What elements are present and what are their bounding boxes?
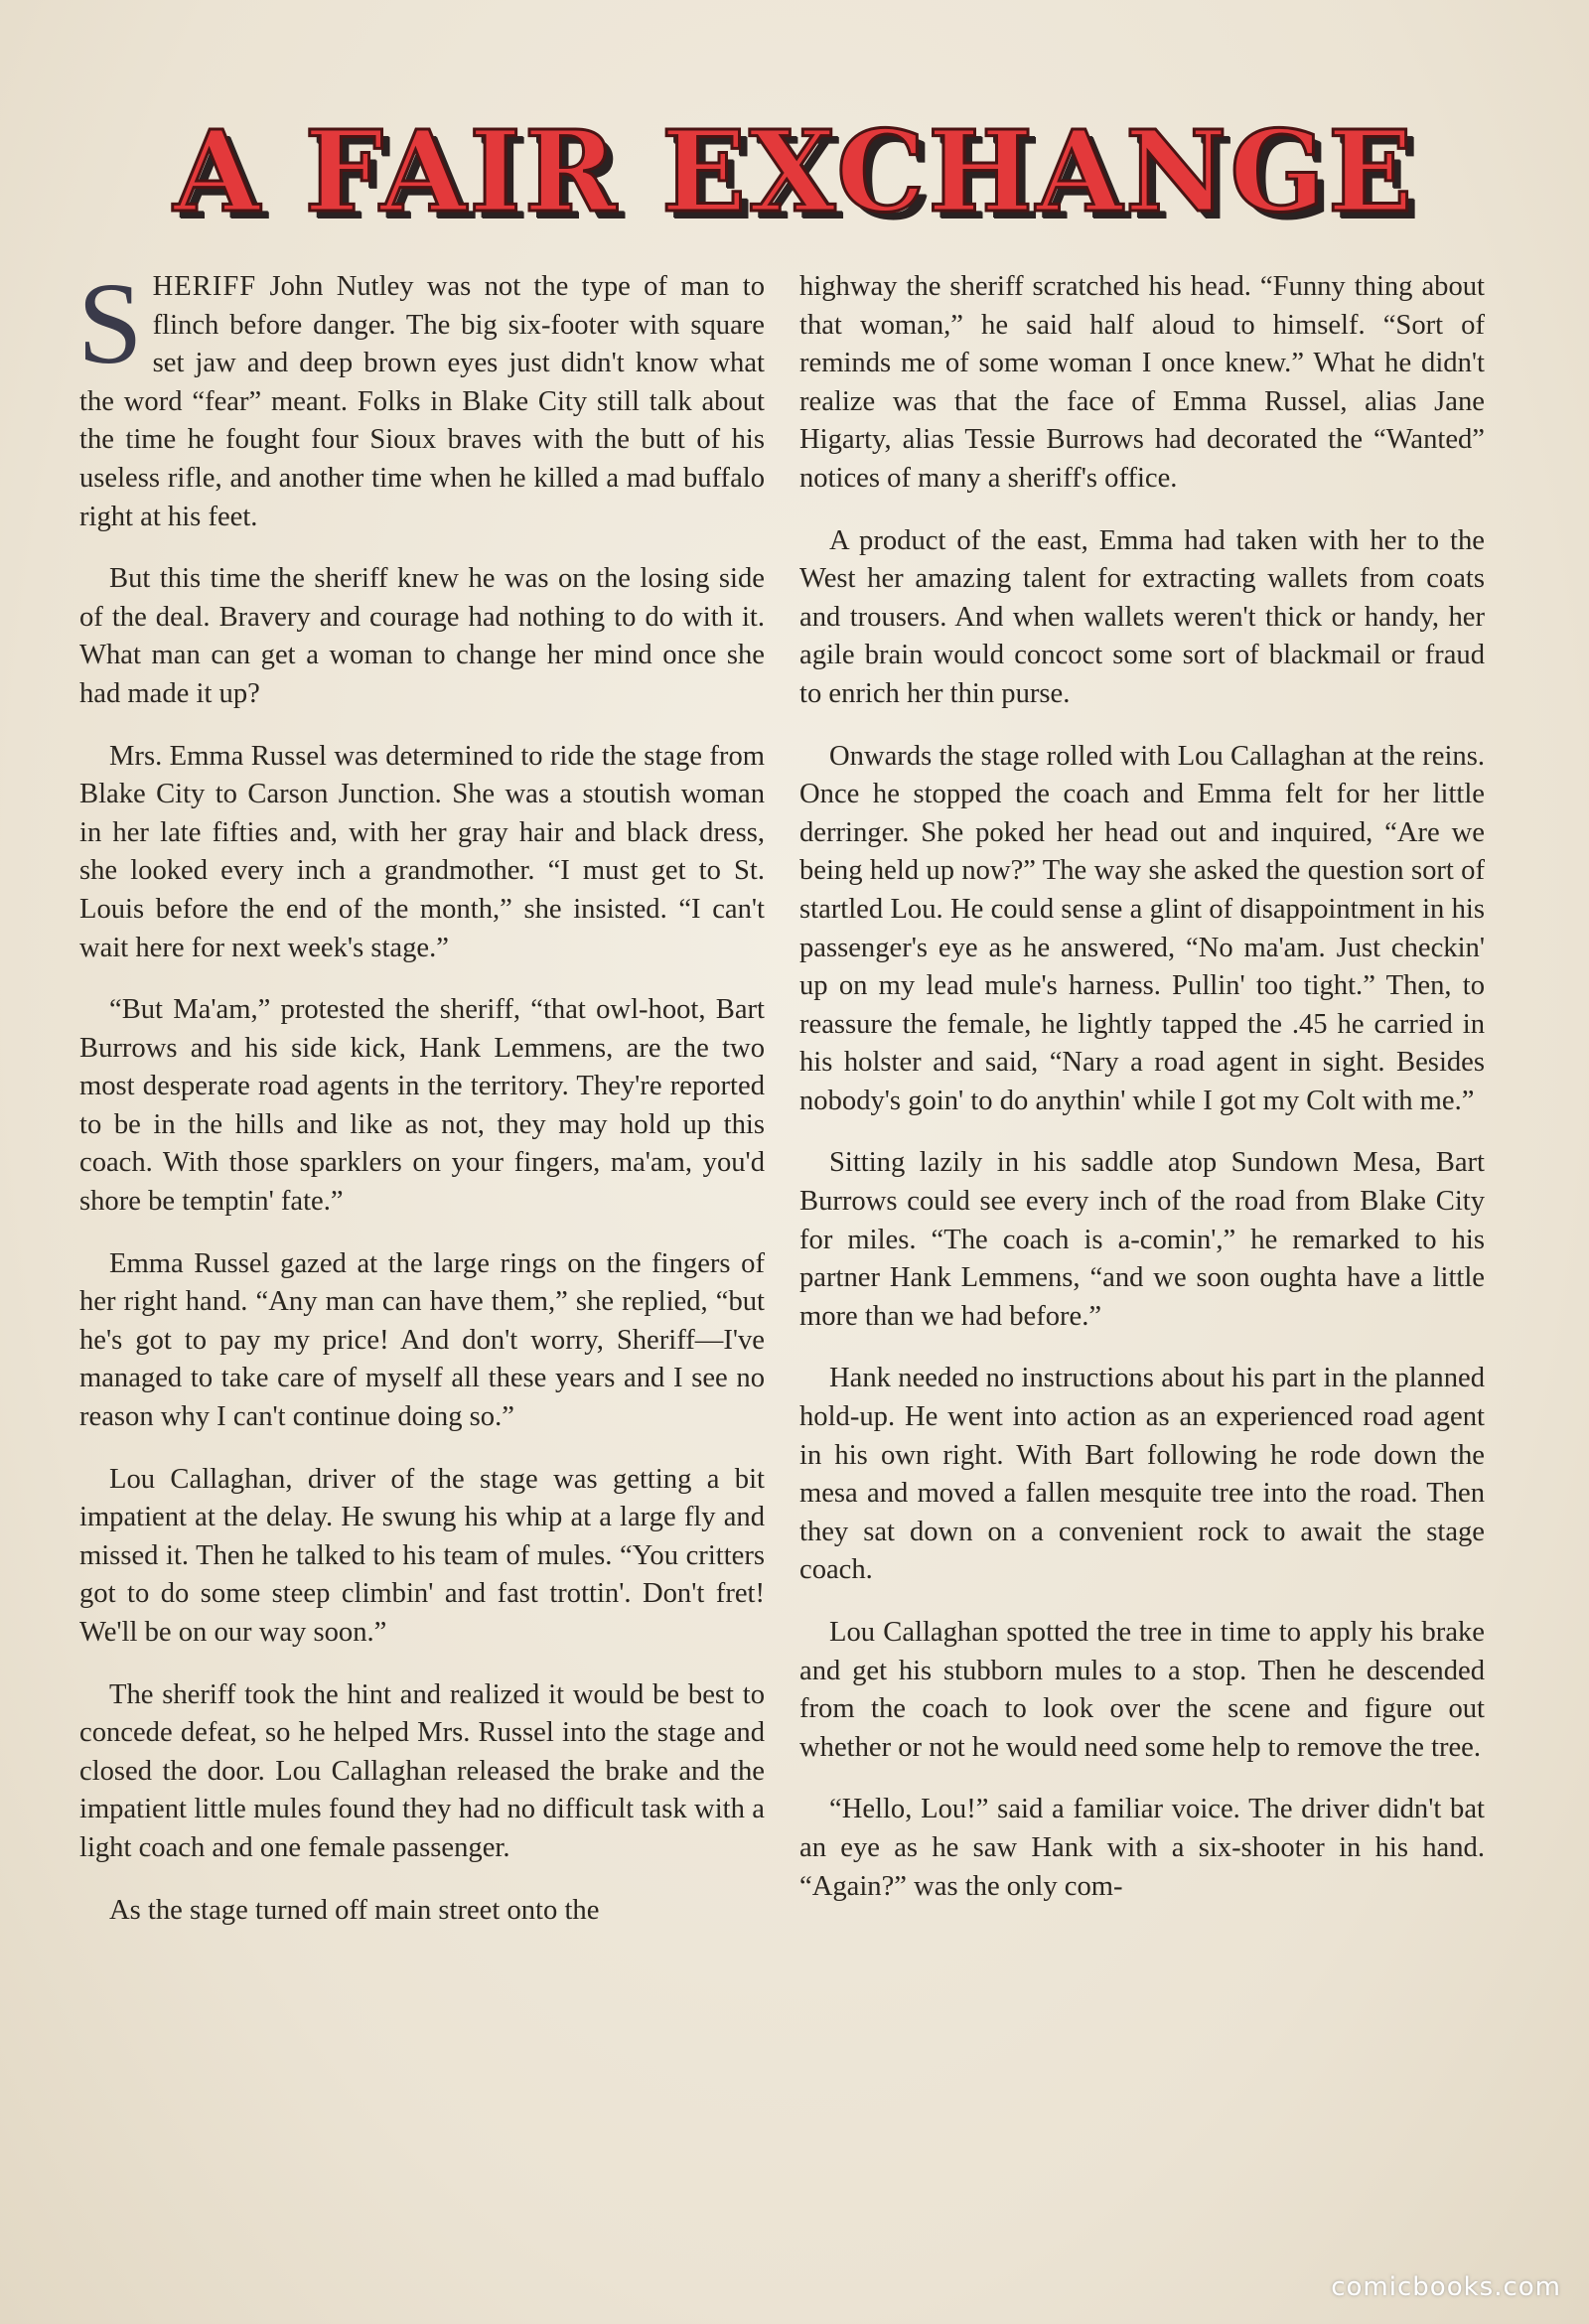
paragraph: But this time the sheriff knew he was on the losing side of the deal. Bravery and courage had nothing to do with it. What man can get a woman to change her mind once she had made it up? <box>79 563 765 709</box>
drop-cap: S <box>77 258 143 388</box>
paragraph: As the stage turned off main street onto the <box>109 1894 600 1926</box>
story-title: A FAIR EXCHANGE <box>173 107 1416 237</box>
site-watermark: comicbooks.com <box>1331 2272 1561 2302</box>
paragraph: Mrs. Emma Russel was determined to ride the stage from Blake City to Carson Junction. She was a stoutish woman in her late fifties and, with her gray hair and black dress, she looked every inch a grandmother. “I must get to St. Louis before the end of the month,” she insisted. “I can't wait here for next week's stage.” <box>79 740 765 963</box>
left-column <box>77 258 765 1954</box>
paragraph: “But Ma'am,” protested the sheriff, “that owl-hoot, Bart Burrows and his side kick, Hank Lemmens, are the two most desperate road agents in the territory. They're reported to be in the hills and like as not, they may hold up this coach. With those sparklers on your fingers, ma'am, you'd shore be temptin' fate.” <box>79 994 765 1218</box>
lead-text: John Nutley was not the type of man to flinch before danger. The big six-footer with square set jaw and deep brown eyes just didn't know what the word “fear” meant. Folks in Blake City still talk about the time he fought four Sioux braves with the butt of his useless rifle, and another time when he killed a mad buffalo right at his feet. <box>79 271 765 532</box>
right-column <box>799 268 1485 1930</box>
paragraph: Lou Callaghan, driver of the stage was getting a bit impatient at the delay. He swung his whip at a large fly and missed it. Then he talked to his team of mules. “You critters got to do some steep climbin' and fast trottin'. Don't fret! We'll be on our way soon.” <box>79 1463 765 1648</box>
paragraph: Emma Russel gazed at the large rings on the fingers of her right hand. “Any man can have them,” she replied, “but he's got to pay my price! And don't worry, Sheriff—I've managed to take care of myself all these years and I see no reason why I can't continue doing so.” <box>79 1247 765 1433</box>
lead-paragraph <box>77 258 765 536</box>
lead-smallcaps: HERIFF <box>152 271 257 302</box>
paragraph: “Hello, Lou!” said a familiar voice. The driver didn't bat an eye as he saw Hank with a six-shooter in his hand. “Again?” was the only com- <box>799 1794 1485 1902</box>
paragraph: Sitting lazily in his saddle atop Sundown Mesa, Bart Burrows could see every inch of the road from Blake City for miles. “The coach is a-comin',” he remarked to his partner Hank Lemmens, “and we soon oughta have a little more than we had before.” <box>799 1147 1485 1332</box>
continued-paragraph: highway the sheriff scratched his head. “Funny thing about that woman,” he said half aloud to himself. “Sort of reminds me of some woman I once knew.” What he didn't realize was that the face of Emma Russel, alias Jane Higarty, alias Tessie Burrows had decorated the “Wanted” notices of many a sheriff's office. <box>799 271 1485 494</box>
paragraph: Hank needed no instructions about his part in the planned hold-up. He went into action as an experienced road agent in his own right. With Bart following he rode down the mesa and moved a fallen mesquite tree into the road. Then they sat down on a convenient rock to await the stage coach. <box>799 1363 1485 1586</box>
paragraph: The sheriff took the hint and realized it would be best to concede defeat, so he helped Mrs. Russel into the stage and closed the door. Lou Callaghan released the brake and the impatient little mules found they had no difficult task with a light coach and one female passenger. <box>79 1678 765 1863</box>
paragraph: Onwards the stage rolled with Lou Callaghan at the reins. Once he stopped the coach and Emma felt for her little derringer. She poked her head out and inquired, “Are we being held up now?” The way she asked the question sort of startled Lou. He could sense a glint of disappointment in his passenger's eye as he answered, “No ma'am. Just checkin' up on my lead mule's harness. Pullin' too tight.” Then, to reassure the female, he lightly tapped the .45 he carried in his holster and said, “Nary a road agent in sight. Besides nobody's goin' to do anythin' while I got my Colt with me.” <box>799 740 1485 1116</box>
paragraph: A product of the east, Emma had taken with her to the West her amazing talent for extracting wallets from coats and trousers. And when wallets weren't thick or handy, her agile brain would concoct some sort of blackmail or fraud to enrich her thin purse. <box>799 524 1485 709</box>
paragraph: Lou Callaghan spotted the tree in time to apply his brake and get his stubborn mules to a stop. Then he descended from the coach to look over the scene and figure out whether or not he would need some help to remove the tree. <box>799 1617 1485 1763</box>
